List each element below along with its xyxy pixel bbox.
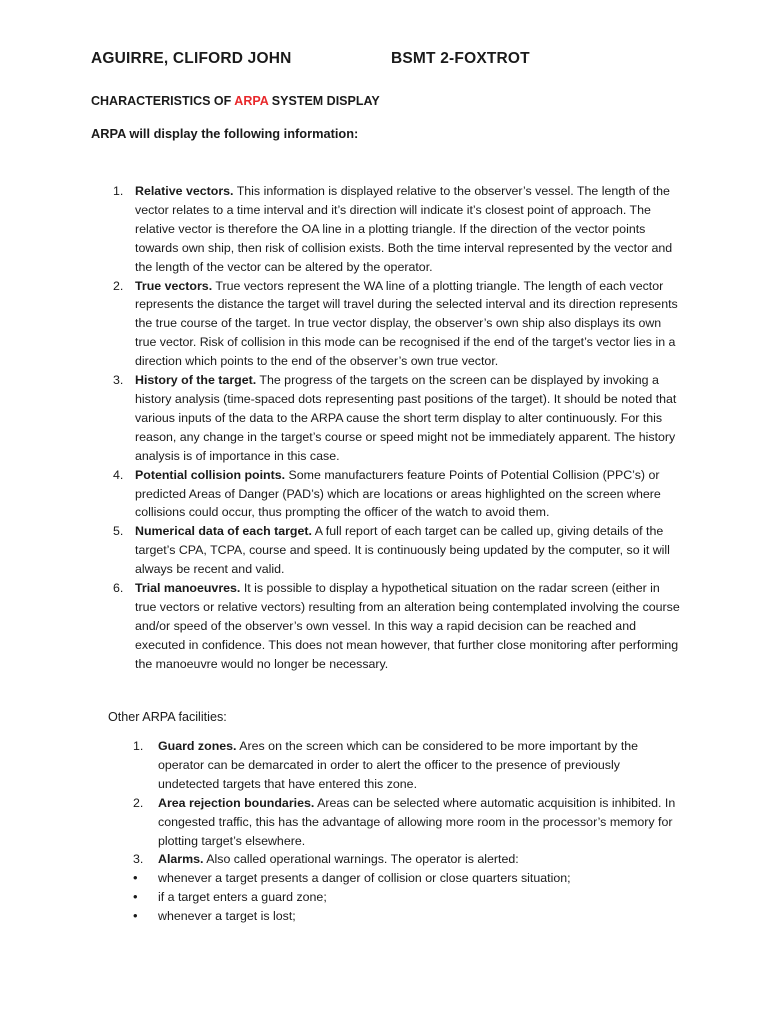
item-text: It is possible to display a hypothetical situation on the radar screen (either in true vectors or relative vectors) resulting from an alteration being contemplated involving the course and/or speed of the observer’s own vessel. In this way a rapid decision can be reached and executed in confidence. This does not mean however, that further close monitoring after performing the manoeuvre would no longer be necessary. bbox=[135, 581, 680, 671]
item-text: Also called operational warnings. The operator is alerted: bbox=[203, 852, 519, 867]
bullet-item bbox=[133, 869, 571, 888]
item-text: Ares on the screen which can be considered to be more important by the operator can be demarcated in order to alert the officer to the presence of previously undetected targets that have entered this zone. bbox=[158, 739, 639, 791]
item-text: This information is displayed relative to the observer’s vessel. The length of the vector relates to a time interval and it’s direction will indicate it’s closest point of approach. The relative vector is therefore the OA line in a plotting triangle. If the direction of the vector points towards own ship, then risk of collision exists. Both the time interval represented by the vector and the length of the vector can be altered by the operator. bbox=[135, 184, 673, 274]
bullet-item bbox=[133, 888, 571, 907]
item-number: 2. bbox=[133, 795, 144, 810]
item-lead: Alarms. bbox=[158, 852, 204, 867]
item-number: 4. bbox=[113, 467, 124, 482]
item-lead: Trial manoeuvres. bbox=[135, 581, 241, 596]
title-suffix: SYSTEM DISPLAY bbox=[268, 94, 380, 108]
list-item bbox=[113, 522, 683, 579]
bullet-text: whenever a target is lost; bbox=[158, 908, 296, 923]
bullet-icon: • bbox=[133, 907, 138, 923]
bullet-text: if a target enters a guard zone; bbox=[158, 889, 327, 904]
item-text: True vectors represent the WA line of a plotting triangle. The length of each vector represents the distance the target will travel during the selected interval and its direction represents the true course of the target. In true vector display, the observer’s own ship also displays its own true vector. Risk of collision in this mode can be recognised if the end of the target’s vector lies in a direction which points to the end of the observer’s own true vector. bbox=[135, 278, 678, 369]
item-number: 5. bbox=[113, 524, 124, 539]
title-prefix: CHARACTERISTICS OF bbox=[91, 94, 235, 108]
alarm-bullet-list bbox=[133, 869, 571, 926]
student-section: BSMT 2-FOXTROT bbox=[391, 50, 530, 67]
item-lead: History of the target. bbox=[135, 373, 257, 388]
document-title bbox=[91, 94, 380, 108]
list-item bbox=[133, 737, 683, 794]
main-list bbox=[113, 182, 683, 674]
other-facilities-heading: Other ARPA facilities: bbox=[108, 710, 227, 724]
item-number: 6. bbox=[113, 581, 124, 596]
item-number: 1. bbox=[133, 739, 144, 753]
list-item bbox=[113, 466, 683, 523]
item-number: 3. bbox=[133, 852, 144, 867]
other-facilities-list bbox=[133, 737, 683, 869]
item-lead: Area rejection boundaries. bbox=[158, 795, 315, 810]
item-lead: Guard zones. bbox=[158, 739, 237, 753]
list-item bbox=[113, 182, 683, 277]
bullet-text: whenever a target presents a danger of collision or close quarters situation; bbox=[158, 871, 571, 885]
list-item bbox=[113, 277, 683, 372]
intro-text: ARPA will display the following information: bbox=[91, 126, 359, 141]
item-lead: True vectors. bbox=[135, 278, 213, 293]
list-item bbox=[113, 579, 683, 674]
bullet-icon: • bbox=[133, 870, 138, 885]
item-lead: Relative vectors. bbox=[135, 184, 234, 198]
item-lead: Numerical data of each target. bbox=[135, 524, 312, 539]
item-text: A full report of each target can be called up, giving details of the target’s CPA, TCPA, course and speed. It is continuously being updated by the computer, so it will always be recent and valid. bbox=[135, 524, 670, 577]
list-item bbox=[133, 850, 683, 869]
item-text: Areas can be selected where automatic acquisition is inhibited. In congested traffic, this has the advantage of allowing more room in the processor’s memory for plotting target’s elsewhere. bbox=[158, 795, 676, 848]
item-number: 3. bbox=[113, 373, 124, 388]
bullet-item bbox=[133, 907, 571, 926]
list-item bbox=[113, 371, 683, 466]
item-number: 2. bbox=[113, 278, 124, 293]
item-lead: Potential collision points. bbox=[135, 467, 286, 482]
item-number: 1. bbox=[113, 184, 124, 198]
title-accent: ARPA bbox=[234, 94, 269, 108]
list-item bbox=[133, 794, 683, 851]
bullet-icon: • bbox=[133, 888, 138, 904]
item-text: The progress of the targets on the screen can be displayed by invoking a history analysis (time-spaced dots representing past positions of the target). It should be noted that various inputs of the data to the ARPA cause the short term display to alter continuously. For this reason, any change in the target’s course or speed might not be immediately apparent. The history analysis is of importance in this case. bbox=[135, 373, 677, 463]
student-name: AGUIRRE, CLIFORD JOHN bbox=[91, 50, 292, 67]
item-text: Some manufacturers feature Points of Potential Collision (PPC’s) or predicted Areas of Danger (PAD’s) which are locations or areas highlighted on the screen where collisions could occur, thus prompting the officer of the watch to avoid them. bbox=[135, 467, 661, 520]
